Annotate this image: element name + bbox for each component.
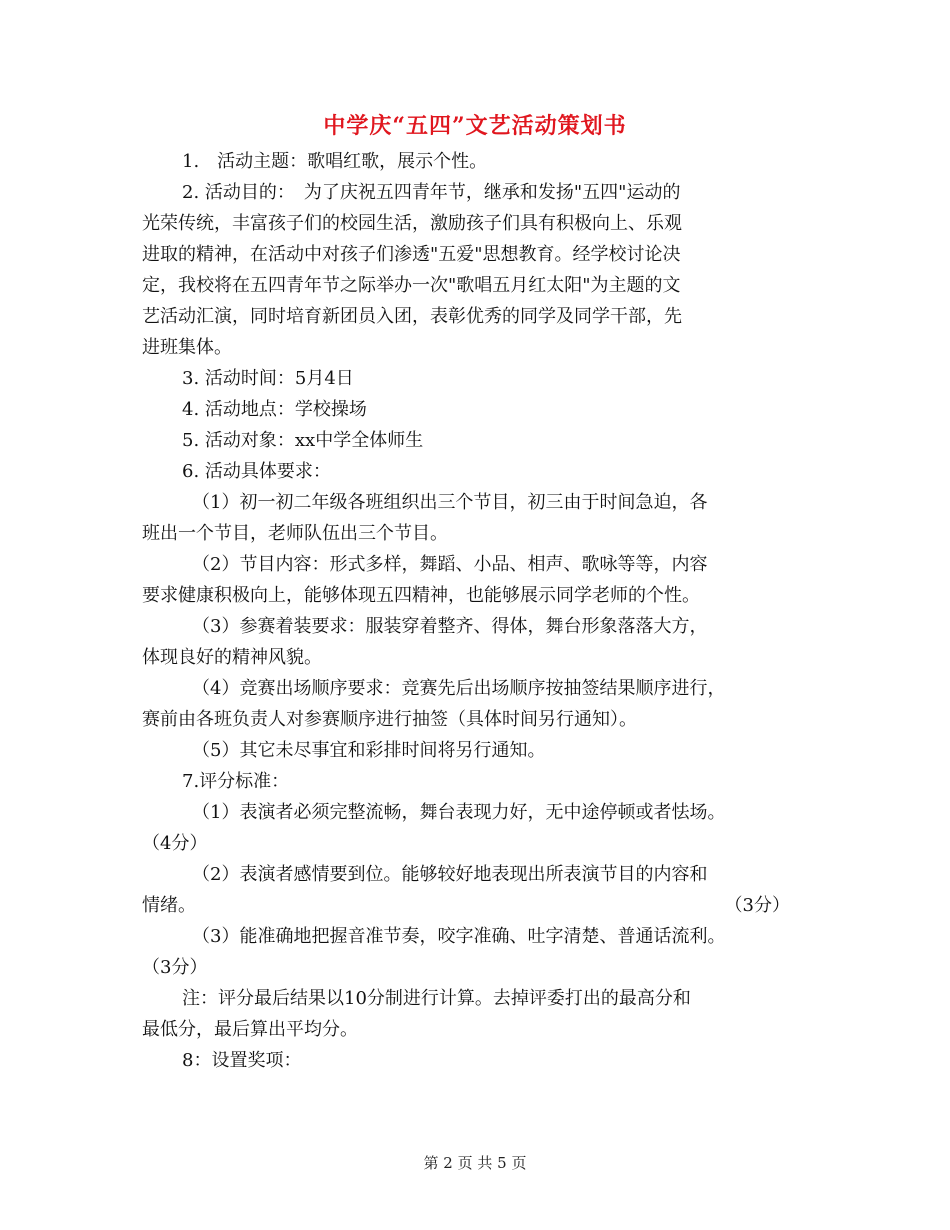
item-purpose-line-4: 定，我校将在五四青年节之际举办一次"歌唱五月红太阳"为主题的文 (142, 275, 681, 296)
document-body (142, 146, 810, 1076)
item-purpose-line-6: 进班集体。 (142, 337, 232, 358)
note-line-1: 注：评分最后结果以10分制进行计算。去掉评委打出的最高分和 (182, 988, 691, 1009)
req-4-line-2: 赛前由各班负责人对参赛顺序进行抽签（具体时间另行通知）。 (142, 709, 637, 730)
req-3-line-1: （3）参赛着装要求：服装穿着整齐、得体，舞台形象落落大方， (192, 616, 708, 637)
item-scoring: 7.评分标准： (182, 771, 290, 792)
score-3-line-1: （3）能准确地把握音准节奏，咬字准确、吐字清楚、普通话流利。 (192, 926, 726, 947)
item-place: 4. 活动地点：学校操场 (182, 399, 367, 420)
item-theme: 1. 活动主题：歌唱红歌，展示个性。 (182, 151, 488, 172)
req-2-line-2: 要求健康积极向上，能够体现五四精神，也能够展示同学老师的个性。 (142, 585, 700, 606)
item-purpose-line-3: 进取的精神，在活动中对孩子们渗透"五爱"思想教育。经学校讨论决 (142, 244, 681, 265)
score-2-line-1: （2）表演者感情要到位。能够较好地表现出所表演节目的内容和 (192, 864, 708, 885)
note-line-2: 最低分，最后算出平均分。 (142, 1019, 358, 1040)
score-3-line-2: （3分） (142, 957, 208, 978)
item-purpose-line-5: 艺活动汇演，同时培育新团员入团，表彰优秀的同学及同学干部，先 (142, 306, 682, 327)
page-number: 第 2 页 共 5 页 (423, 1154, 527, 1172)
score-2-points: （3分） (724, 895, 790, 916)
req-1-line-1: （1）初一初二年级各班组织出三个节目，初三由于时间急迫，各 (192, 492, 708, 513)
item-purpose-line-2: 光荣传统，丰富孩子们的校园生活，激励孩子们具有积极向上、乐观 (142, 213, 682, 234)
score-1-line-1: （1）表演者必须完整流畅，舞台表现力好，无中途停顿或者怯场。 (192, 802, 726, 823)
item-awards: 8：设置奖项： (182, 1050, 302, 1071)
item-target: 5. 活动对象：xx中学全体师生 (182, 430, 424, 451)
req-3-line-2: 体现良好的精神风貌。 (142, 647, 322, 668)
item-time: 3. 活动时间：5月4日 (182, 368, 354, 389)
item-purpose-line-1: 2. 活动目的： 为了庆祝五四青年节，继承和发扬"五四"运动的 (182, 182, 681, 203)
req-4-line-1: （4）竞赛出场顺序要求：竞赛先后出场顺序按抽签结果顺序进行， (192, 678, 726, 699)
score-2-line-2 (142, 890, 810, 921)
req-1-line-2: 班出一个节目，老师队伍出三个节目。 (142, 523, 448, 544)
item-requirements: 6. 活动具体要求： (182, 461, 331, 482)
req-2-line-1: （2）节目内容：形式多样，舞蹈、小品、相声、歌咏等等，内容 (192, 554, 708, 575)
score-2-text: 情绪。 (142, 895, 196, 916)
score-1-line-2: （4分） (142, 833, 208, 854)
document-title: 中学庆“五四”文艺活动策划书 (323, 113, 627, 139)
req-5: （5）其它未尽事宜和彩排时间将另行通知。 (192, 740, 546, 761)
